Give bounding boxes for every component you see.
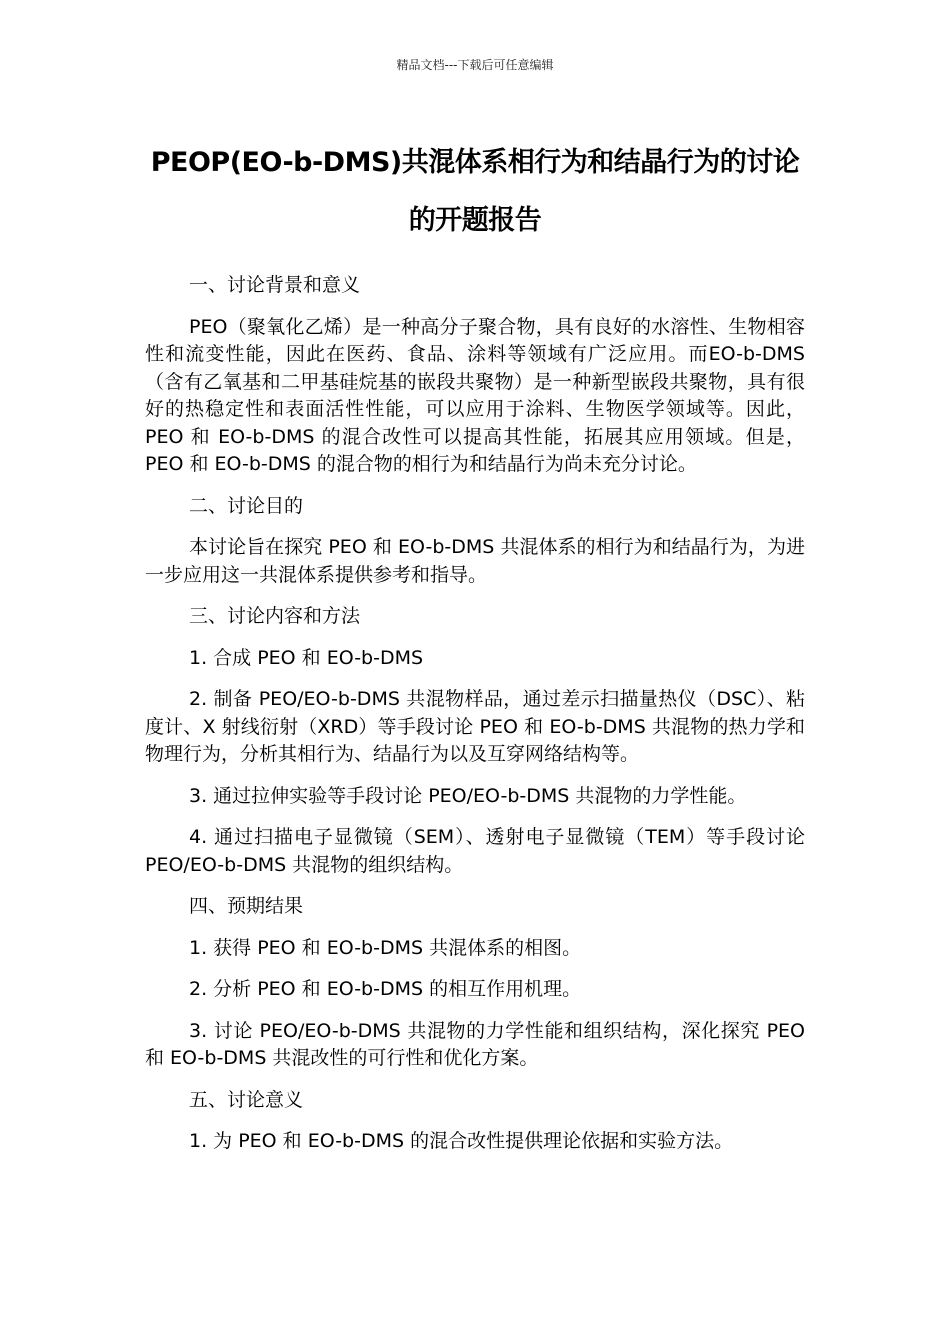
section-heading-purpose: 二、讨论目的: [189, 494, 304, 517]
method-item-2: 2. 制备 PEO/EO-b-DMS 共混物样品，通过差示扫描量热仪（DSC）、粘度计、X 射线衍射（XRD）等手段讨论 PEO 和 EO-b-DMS 共混物的热力学和物理行为，分析其相行为、结晶行为以及互穿网络结构等。: [145, 688, 805, 765]
paragraph-purpose: 本讨论旨在探究 PEO 和 EO-b-DMS 共混体系的相行为和结晶行为，为进一步应用这一共混体系提供参考和指导。: [145, 536, 805, 586]
section-heading-expected-results: 四、预期结果: [189, 895, 304, 917]
significance-item-1: 1. 为 PEO 和 EO-b-DMS 的混合改性提供理论依据和实验方法。: [189, 1130, 734, 1152]
paragraph-background: PEO（聚氧化乙烯）是一种高分子聚合物，具有良好的水溶性、生物相容性和流变性能，因此在医药、食品、涂料等领域有广泛应用。而EO-b-DMS（含有乙氧基和二甲基硅烷基的嵌段共聚物）是一种新型嵌段共聚物，具有很好的热稳定性和表面活性性能，可以应用于涂料、生物医学领域等。因此，PEO 和 EO-b-DMS 的混合改性可以提高其性能，拓展其应用领域。但是，PEO 和 EO-b-DMS 的混合物的相行为和结晶行为尚未充分讨论。: [145, 315, 805, 475]
page-header: 精品文档---下载后可任意编辑: [396, 58, 554, 72]
section-heading-background: 一、讨论背景和意义: [189, 274, 361, 296]
document-body: [145, 272, 805, 1170]
result-item-3: 3. 讨论 PEO/EO-b-DMS 共混物的力学性能和组织结构，深化探究 PEO 和 EO-b-DMS 共混改性的可行性和优化方案。: [145, 1019, 805, 1069]
method-item-1: 1. 合成 PEO 和 EO-b-DMS: [189, 646, 424, 669]
section-heading-significance: 五、讨论意义: [189, 1088, 304, 1111]
method-item-4: 4. 通过扫描电子显微镜（SEM）、透射电子显微镜（TEM）等手段讨论 PEO/EO-b-DMS 共混物的组织结构。: [145, 826, 805, 876]
result-item-1: 1. 获得 PEO 和 EO-b-DMS 共混体系的相图。: [189, 936, 582, 959]
section-heading-methods: 三、讨论内容和方法: [189, 605, 361, 627]
document-title: PEOP(EO-b-DMS)共混体系相行为和结晶行为的讨论的开题报告: [150, 147, 800, 236]
method-item-3: 3. 通过拉伸实验等手段讨论 PEO/EO-b-DMS 共混物的力学性能。: [189, 784, 747, 807]
result-item-2: 2. 分析 PEO 和 EO-b-DMS 的相互作用机理。: [189, 978, 582, 1000]
